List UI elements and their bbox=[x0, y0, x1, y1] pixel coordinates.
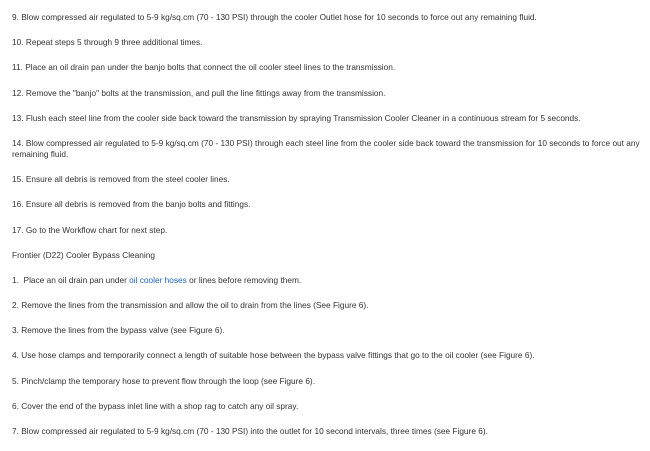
bypass-step-7: 7. Blow compressed air regulated to 5-9 kg/sq.cm (70 - 130 PSI) into the outlet for 10 second intervals, three times (see Figure 6). bbox=[12, 426, 488, 436]
bypass-step-1-text-before: 1. Place an oil drain pan under bbox=[12, 274, 130, 285]
bypass-step-5: 5. Pinch/clamp the temporary hose to prevent flow through the loop (see Figure 6). bbox=[12, 375, 315, 386]
step-11: 11. Place an oil drain pan under the banjo bolts that connect the oil cooler steel lines to the transmission. bbox=[12, 62, 396, 73]
step-17: 17. Go to the Workflow chart for next step. bbox=[12, 224, 168, 235]
oil-cooler-hoses-link[interactable]: oil cooler hoses bbox=[129, 274, 187, 285]
step-16: 16. Ensure all debris is removed from the banjo bolts and fittings. bbox=[12, 199, 251, 210]
bypass-step-3: 3. Remove the lines from the bypass valve (see Figure 6). bbox=[12, 325, 225, 336]
step-10: 10. Repeat steps 5 through 9 three additional times. bbox=[12, 37, 203, 48]
bypass-step-1-text-after: or lines before removing them. bbox=[186, 274, 302, 285]
step-9: 9. Blow compressed air regulated to 5-9 kg/sq.cm (70 - 130 PSI) through the cooler Outlet hose for 10 seconds to force out any remaining fluid. bbox=[12, 12, 537, 22]
bypass-step-4: 4. Use hose clamps and temporarily connect a length of suitable hose between the bypass valve fittings that go to the oil cooler (see Figure 6). bbox=[12, 350, 535, 361]
bypass-step-6: 6. Cover the end of the bypass inlet line with a shop rag to catch any oil spray. bbox=[12, 400, 299, 411]
step-13: 13. Flush each steel line from the cooler side back toward the transmission by spraying Transmission Cooler Cleaner in a continuous stream for 5 seconds. bbox=[12, 112, 581, 123]
bypass-step-2: 2. Remove the lines from the transmission and allow the oil to drain from the lines (See Figure 6). bbox=[12, 300, 369, 311]
step-14: 14. Blow compressed air regulated to 5-9 kg/sq.cm (70 - 130 PSI) through each steel line from the cooler side back toward the transmission for 10 seconds to force out any remaining fluid. bbox=[12, 137, 640, 159]
bypass-step-1 bbox=[12, 275, 646, 286]
step-12: 12. Remove the "banjo" bolts at the transmission, and pull the line fittings away from the transmission. bbox=[12, 87, 386, 98]
procedure-document bbox=[12, 12, 646, 451]
step-15: 15. Ensure all debris is removed from the steel cooler lines. bbox=[12, 174, 230, 185]
section-heading: Frontier (D22) Cooler Bypass Cleaning bbox=[12, 249, 155, 260]
